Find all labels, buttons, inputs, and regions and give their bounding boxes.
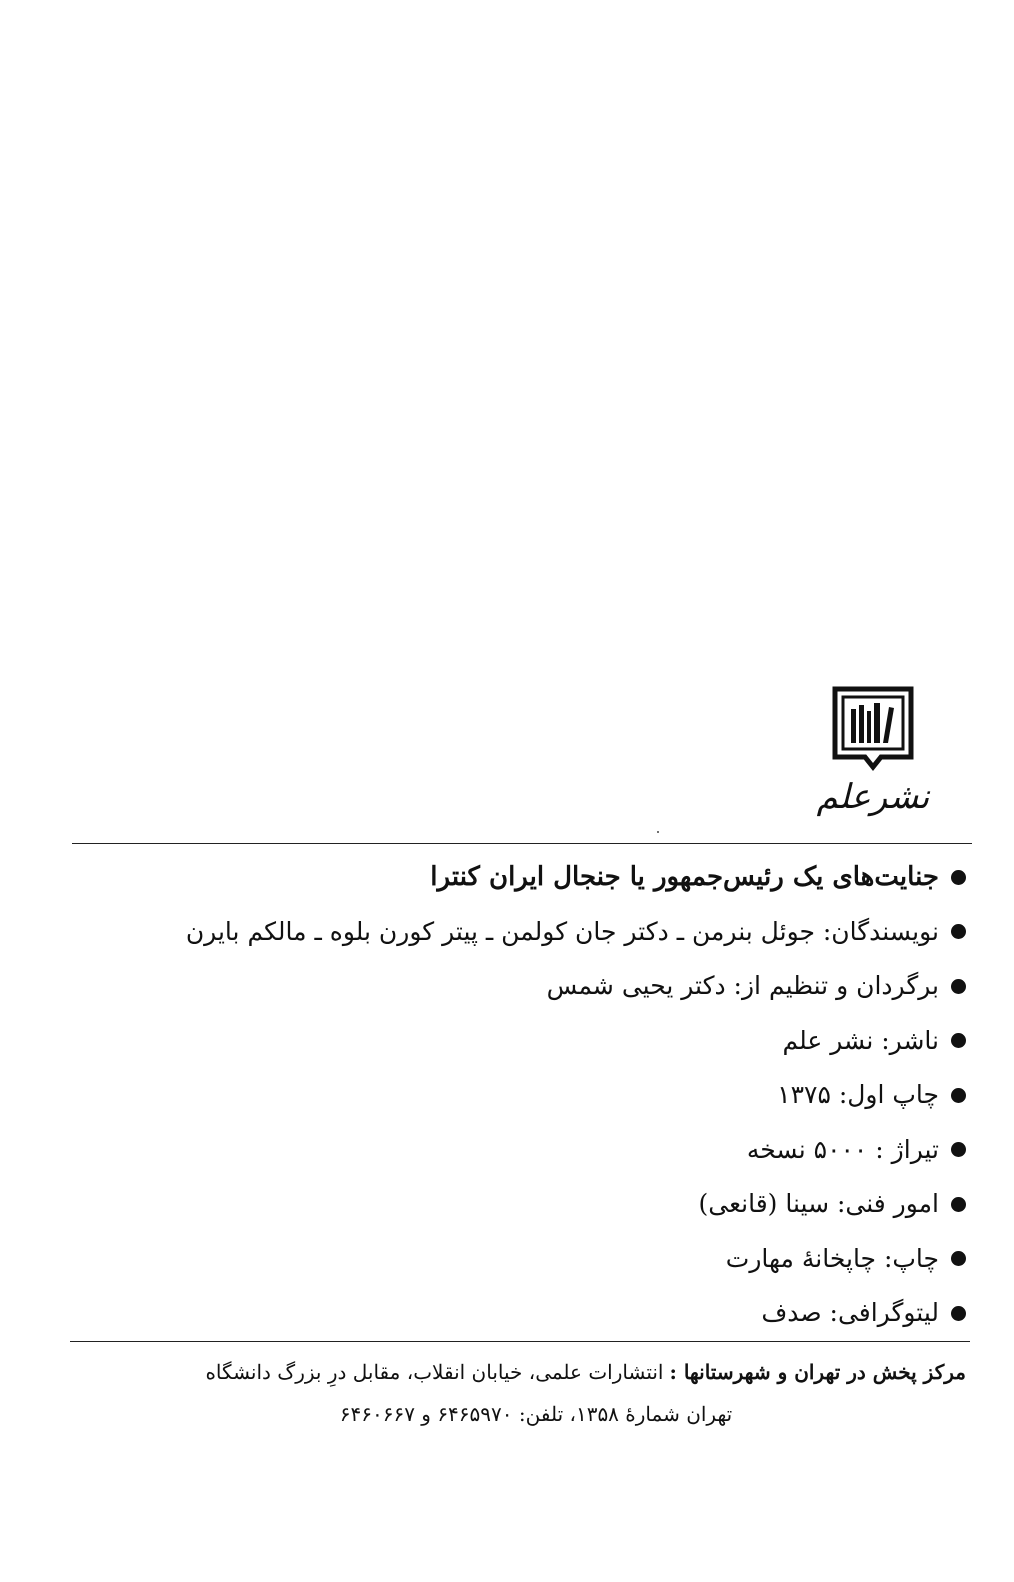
detail-text: امور فنی: سینا (قانعی): [698, 1189, 939, 1219]
bullet-icon: [951, 1306, 966, 1321]
detail-text: نویسندگان: جوئل بنرمن ـ دکتر جان کولمن ـ پیتر کورن بلوه ـ مالکم بایرن: [185, 916, 939, 946]
detail-item-edition: [86, 1068, 966, 1123]
distribution-lead: مرکز پخش در تهران و شهرستانها :: [669, 1360, 966, 1384]
bullet-icon: [951, 1251, 966, 1266]
detail-item-translator: [86, 959, 966, 1014]
bullet-icon: [951, 1197, 966, 1212]
detail-item-lithography: [86, 1286, 966, 1341]
distribution-footer: [66, 1350, 966, 1434]
distribution-address: انتشارات علمی، خیابان انقلاب، مقابل درِ بزرگ دانشگاه: [205, 1360, 664, 1384]
detail-item-print-run: [86, 1123, 966, 1178]
bullet-icon: [951, 1033, 966, 1048]
bullet-icon: [951, 979, 966, 994]
detail-text: جنایت‌های یک رئیس‌جمهور یا جنجال ایران کنترا: [430, 862, 939, 893]
book-shelf-logo-icon: [831, 685, 915, 773]
detail-text: ناشر: نشر علم: [782, 1025, 939, 1055]
bullet-icon: [951, 1088, 966, 1103]
detail-text: برگردان و تنظیم از: دکتر یحیی شمس: [546, 971, 939, 1001]
detail-item-publisher: [86, 1014, 966, 1069]
detail-item-authors: [86, 905, 966, 960]
detail-text: تیراژ : ۵۰۰۰ نسخه: [746, 1134, 939, 1164]
detail-item-title: [86, 850, 966, 905]
detail-item-printer: [86, 1232, 966, 1287]
top-divider: [72, 843, 972, 844]
distribution-line-2: تهران شمارهٔ ۱۳۵۸، تلفن: ۶۴۶۵۹۷۰ و ۶۴۶۰۶۶۷: [339, 1402, 733, 1426]
publisher-logo-text: نشرعلم: [816, 777, 930, 817]
publisher-logo: [818, 685, 928, 835]
bullet-icon: [951, 1142, 966, 1157]
speck: [657, 831, 659, 833]
bullet-icon: [951, 870, 966, 885]
detail-text: چاپ اول: ۱۳۷۵: [777, 1080, 939, 1110]
detail-text: چاپ: چاپخانهٔ مهارت: [725, 1243, 939, 1273]
bullet-icon: [951, 924, 966, 939]
detail-text: لیتوگرافی: صدف: [761, 1298, 939, 1328]
book-details-list: [86, 850, 966, 1341]
distribution-line-1: [66, 1350, 966, 1394]
bottom-divider: [70, 1341, 970, 1342]
detail-item-technical: [86, 1177, 966, 1232]
